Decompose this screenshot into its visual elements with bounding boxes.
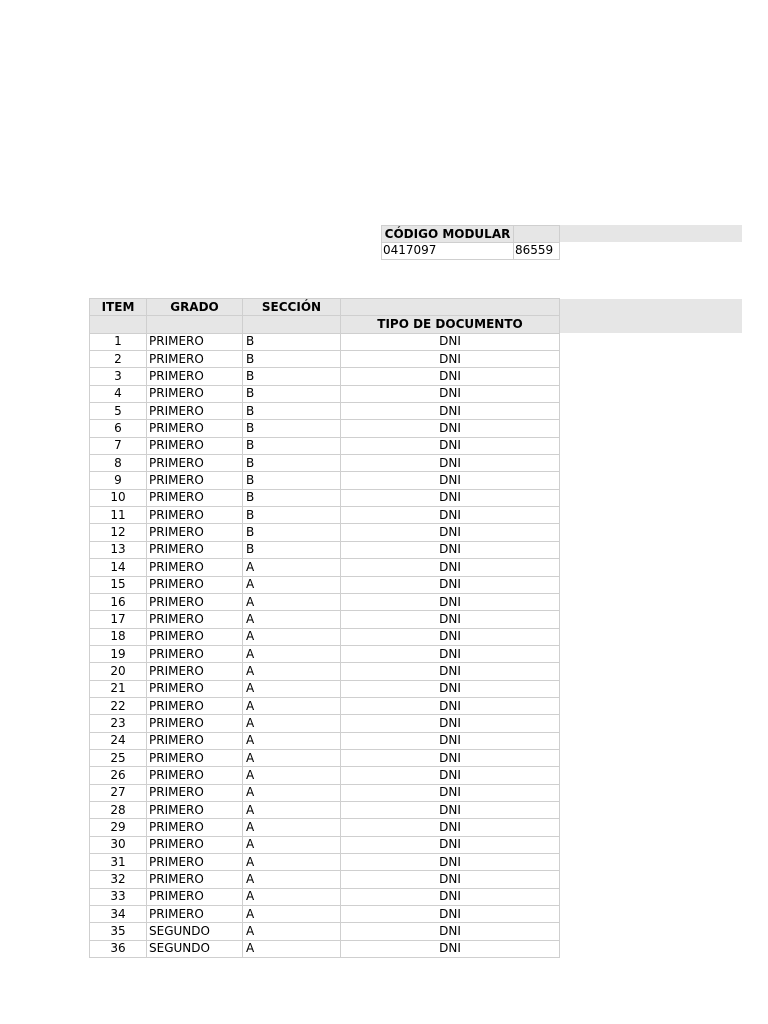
cell-item: 34: [90, 906, 147, 923]
cell-item: 2: [90, 351, 147, 368]
table-row: [90, 645, 560, 662]
table-row: [90, 333, 560, 350]
table-row: [90, 680, 560, 697]
table-row: [90, 871, 560, 888]
cell-grado: PRIMERO: [147, 368, 243, 385]
cell-item: 17: [90, 611, 147, 628]
cell-item: 28: [90, 801, 147, 818]
cell-item: 12: [90, 524, 147, 541]
cell-seccion: A: [243, 593, 341, 610]
cell-tipo-documento: DNI: [341, 923, 560, 940]
cell-grado: PRIMERO: [147, 680, 243, 697]
cell-item: 36: [90, 940, 147, 957]
cell-grado: PRIMERO: [147, 784, 243, 801]
cell-item: 29: [90, 819, 147, 836]
cell-tipo-documento: DNI: [341, 628, 560, 645]
cell-seccion: B: [243, 351, 341, 368]
cell-item: 6: [90, 420, 147, 437]
students-table: [89, 298, 560, 958]
cell-seccion: B: [243, 489, 341, 506]
cell-seccion: A: [243, 801, 341, 818]
cell-item: 5: [90, 403, 147, 420]
cell-grado: PRIMERO: [147, 871, 243, 888]
table-row: [90, 559, 560, 576]
cell-tipo-documento: DNI: [341, 403, 560, 420]
table-row: [90, 403, 560, 420]
cell-item: 21: [90, 680, 147, 697]
cell-tipo-documento: DNI: [341, 715, 560, 732]
cell-item: 14: [90, 559, 147, 576]
table-row: [90, 819, 560, 836]
cell-seccion: A: [243, 923, 341, 940]
table-row: [90, 385, 560, 402]
cell-seccion: B: [243, 403, 341, 420]
codigo-value-row: [382, 243, 560, 260]
cell-tipo-documento: DNI: [341, 489, 560, 506]
cell-tipo-documento: DNI: [341, 680, 560, 697]
cell-item: 3: [90, 368, 147, 385]
cell-grado: SEGUNDO: [147, 923, 243, 940]
cell-item: 23: [90, 715, 147, 732]
cell-grado: PRIMERO: [147, 524, 243, 541]
cell-grado: PRIMERO: [147, 715, 243, 732]
cell-seccion: B: [243, 437, 341, 454]
cell-grado: PRIMERO: [147, 403, 243, 420]
cell-item: 30: [90, 836, 147, 853]
cell-grado: PRIMERO: [147, 559, 243, 576]
cell-grado: PRIMERO: [147, 767, 243, 784]
cell-tipo-documento: DNI: [341, 940, 560, 957]
cell-tipo-documento: DNI: [341, 854, 560, 871]
cell-tipo-documento: DNI: [341, 507, 560, 524]
table-row: [90, 836, 560, 853]
cell-item: 8: [90, 455, 147, 472]
cell-grado: PRIMERO: [147, 455, 243, 472]
cell-seccion: A: [243, 871, 341, 888]
cell-seccion: A: [243, 749, 341, 766]
codigo-second-value: 86559: [514, 243, 560, 260]
codigo-modular-label: CÓDIGO MODULAR: [384, 227, 511, 241]
cell-grado: PRIMERO: [147, 472, 243, 489]
cell-tipo-documento: DNI: [341, 385, 560, 402]
header-grado: GRADO: [147, 299, 243, 316]
codigo-modular-table: [381, 225, 560, 260]
table-row: [90, 628, 560, 645]
cell-tipo-documento: DNI: [341, 541, 560, 558]
header-seccion: SECCIÓN: [243, 299, 341, 316]
cell-grado: PRIMERO: [147, 663, 243, 680]
cell-tipo-documento: DNI: [341, 524, 560, 541]
header-row-2: [90, 316, 560, 333]
cell-seccion: A: [243, 697, 341, 714]
header-empty: [341, 299, 560, 316]
cell-item: 33: [90, 888, 147, 905]
cell-seccion: B: [243, 385, 341, 402]
table-row: [90, 351, 560, 368]
cell-seccion: B: [243, 333, 341, 350]
cell-tipo-documento: DNI: [341, 645, 560, 662]
cell-tipo-documento: DNI: [341, 906, 560, 923]
table-row: [90, 489, 560, 506]
cell-seccion: A: [243, 732, 341, 749]
cell-tipo-documento: DNI: [341, 767, 560, 784]
table-row: [90, 524, 560, 541]
cell-grado: PRIMERO: [147, 420, 243, 437]
codigo-modular-value: 0417097: [382, 243, 514, 260]
table-row: [90, 801, 560, 818]
header-row-1: [90, 299, 560, 316]
cell-item: 11: [90, 507, 147, 524]
cell-seccion: A: [243, 888, 341, 905]
cell-item: 7: [90, 437, 147, 454]
cell-tipo-documento: DNI: [341, 749, 560, 766]
cell-seccion: B: [243, 507, 341, 524]
cell-item: 10: [90, 489, 147, 506]
table-header-band: [559, 299, 742, 333]
cell-grado: PRIMERO: [147, 801, 243, 818]
cell-tipo-documento: DNI: [341, 559, 560, 576]
table-row: [90, 749, 560, 766]
table-row: [90, 420, 560, 437]
cell-seccion: A: [243, 784, 341, 801]
cell-seccion: A: [243, 906, 341, 923]
cell-item: 31: [90, 854, 147, 871]
cell-tipo-documento: DNI: [341, 871, 560, 888]
cell-seccion: A: [243, 576, 341, 593]
table-row: [90, 767, 560, 784]
cell-tipo-documento: DNI: [341, 351, 560, 368]
cell-item: 22: [90, 697, 147, 714]
cell-grado: PRIMERO: [147, 507, 243, 524]
cell-seccion: A: [243, 628, 341, 645]
cell-grado: SEGUNDO: [147, 940, 243, 957]
cell-tipo-documento: DNI: [341, 472, 560, 489]
cell-grado: PRIMERO: [147, 854, 243, 871]
cell-seccion: A: [243, 854, 341, 871]
cell-item: 9: [90, 472, 147, 489]
cell-item: 4: [90, 385, 147, 402]
cell-seccion: A: [243, 559, 341, 576]
cell-item: 32: [90, 871, 147, 888]
cell-grado: PRIMERO: [147, 593, 243, 610]
cell-tipo-documento: DNI: [341, 333, 560, 350]
cell-tipo-documento: DNI: [341, 455, 560, 472]
table-row: [90, 507, 560, 524]
header-empty-item: [90, 316, 147, 333]
table-body: [90, 333, 560, 957]
cell-seccion: A: [243, 767, 341, 784]
cell-tipo-documento: DNI: [341, 368, 560, 385]
table-row: [90, 732, 560, 749]
cell-tipo-documento: DNI: [341, 611, 560, 628]
cell-item: 35: [90, 923, 147, 940]
cell-tipo-documento: DNI: [341, 836, 560, 853]
cell-grado: PRIMERO: [147, 489, 243, 506]
table-row: [90, 437, 560, 454]
cell-item: 20: [90, 663, 147, 680]
table-row: [90, 923, 560, 940]
header-tipo-documento: TIPO DE DOCUMENTO: [341, 316, 560, 333]
cell-seccion: B: [243, 368, 341, 385]
cell-tipo-documento: DNI: [341, 437, 560, 454]
cell-seccion: A: [243, 715, 341, 732]
table-row: [90, 663, 560, 680]
cell-seccion: A: [243, 940, 341, 957]
table-row: [90, 906, 560, 923]
table-row: [90, 455, 560, 472]
cell-tipo-documento: DNI: [341, 784, 560, 801]
cell-grado: PRIMERO: [147, 385, 243, 402]
header-empty-grado: [147, 316, 243, 333]
table-row: [90, 715, 560, 732]
cell-tipo-documento: DNI: [341, 576, 560, 593]
cell-grado: PRIMERO: [147, 645, 243, 662]
cell-tipo-documento: DNI: [341, 593, 560, 610]
table-row: [90, 888, 560, 905]
cell-seccion: A: [243, 680, 341, 697]
cell-item: 18: [90, 628, 147, 645]
cell-item: 13: [90, 541, 147, 558]
cell-item: 26: [90, 767, 147, 784]
codigo-header-empty: [514, 226, 560, 243]
table-row: [90, 697, 560, 714]
cell-grado: PRIMERO: [147, 333, 243, 350]
codigo-header-row: [382, 226, 560, 243]
cell-item: 24: [90, 732, 147, 749]
cell-seccion: A: [243, 819, 341, 836]
cell-item: 1: [90, 333, 147, 350]
cell-grado: PRIMERO: [147, 836, 243, 853]
header-empty-seccion: [243, 316, 341, 333]
cell-grado: PRIMERO: [147, 697, 243, 714]
cell-seccion: B: [243, 455, 341, 472]
cell-grado: PRIMERO: [147, 576, 243, 593]
table-row: [90, 593, 560, 610]
cell-grado: PRIMERO: [147, 888, 243, 905]
table-row: [90, 784, 560, 801]
cell-seccion: A: [243, 645, 341, 662]
cell-item: 19: [90, 645, 147, 662]
cell-grado: PRIMERO: [147, 906, 243, 923]
header-item: ITEM: [90, 299, 147, 316]
table-row: [90, 940, 560, 957]
cell-seccion: B: [243, 420, 341, 437]
cell-grado: PRIMERO: [147, 749, 243, 766]
cell-seccion: B: [243, 472, 341, 489]
cell-seccion: A: [243, 836, 341, 853]
table-row: [90, 611, 560, 628]
cell-tipo-documento: DNI: [341, 732, 560, 749]
cell-tipo-documento: DNI: [341, 697, 560, 714]
cell-grado: PRIMERO: [147, 732, 243, 749]
cell-tipo-documento: DNI: [341, 801, 560, 818]
cell-seccion: A: [243, 611, 341, 628]
cell-grado: PRIMERO: [147, 541, 243, 558]
cell-item: 25: [90, 749, 147, 766]
cell-tipo-documento: DNI: [341, 888, 560, 905]
cell-grado: PRIMERO: [147, 611, 243, 628]
cell-item: 27: [90, 784, 147, 801]
cell-tipo-documento: DNI: [341, 819, 560, 836]
cell-item: 15: [90, 576, 147, 593]
cell-seccion: A: [243, 663, 341, 680]
table-row: [90, 472, 560, 489]
cell-grado: PRIMERO: [147, 437, 243, 454]
table-row: [90, 854, 560, 871]
cell-grado: PRIMERO: [147, 351, 243, 368]
table-row: [90, 541, 560, 558]
table-row: [90, 368, 560, 385]
table-row: [90, 576, 560, 593]
cell-grado: PRIMERO: [147, 628, 243, 645]
cell-seccion: B: [243, 524, 341, 541]
cell-tipo-documento: DNI: [341, 420, 560, 437]
codigo-modular-header: [382, 226, 514, 243]
cell-item: 16: [90, 593, 147, 610]
cell-grado: PRIMERO: [147, 819, 243, 836]
cell-tipo-documento: DNI: [341, 663, 560, 680]
cell-seccion: B: [243, 541, 341, 558]
